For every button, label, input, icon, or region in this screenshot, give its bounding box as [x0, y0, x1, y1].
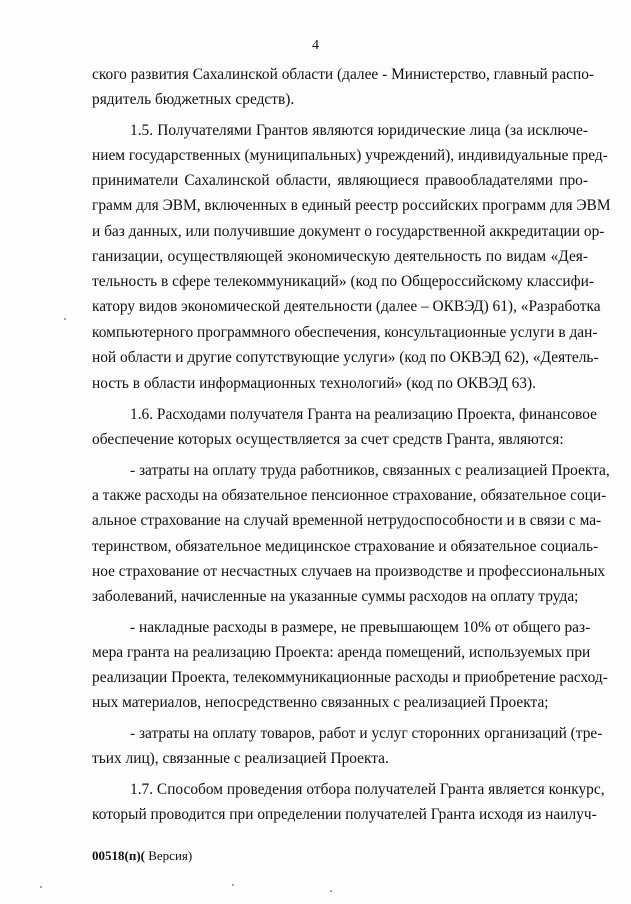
scan-speck [64, 318, 66, 320]
text-line: 1.6. Расходами получателя Гранта на реализацию Проекта, финансовое [130, 406, 597, 423]
text-line: нием государственных (муниципальных) учреждений), индивидуальные пред- [92, 147, 608, 164]
text-line: грамм для ЭВМ, включенных в единый реестр российских программ для ЭВМ [92, 197, 611, 214]
text-line: теринством, обязательное медицинское страхование и обязательное социаль- [92, 538, 599, 555]
text-line: - затраты на оплату труда работников, связанных с реализацией Проекта, [130, 462, 610, 479]
text-line: реализации Проекта, телекоммуникационные расходы и приобретение расход- [92, 669, 608, 686]
text-line: альное страхование на случай временной нетрудоспособности и в связи с ма- [92, 512, 602, 529]
scan-speck [40, 886, 42, 888]
text-line: рядитель бюджетных средств). [92, 91, 295, 108]
scan-speck [232, 884, 234, 886]
text-line: который проводится при определении получателей Гранта исходя из наилуч- [92, 806, 597, 823]
text-line: заболеваний, начисленные на указанные суммы расходов на оплату труда; [92, 588, 579, 605]
page-number: 4 [312, 38, 319, 53]
document-code-version: Версия) [144, 848, 193, 863]
text-line: ганизации, осуществляющей экономическую деятельность по видам «Дея- [92, 248, 588, 265]
text-line: мера гранта на реализацию Проекта: аренда помещений, используемых при [92, 644, 591, 661]
text-line: катору видов экономической деятельности (далее – ОКВЭД) 61), «Разработка [92, 298, 601, 315]
document-code-number: 00518(п)( [92, 848, 145, 863]
text-line: а также расходы на обязательное пенсионное страхование, обязательное соци- [92, 487, 607, 504]
text-line: ского развития Сахалинской области (далее - Министерство, главный распо- [92, 66, 595, 83]
text-line: тьих лиц), связанные с реализацией Проекта. [92, 750, 389, 767]
text-line: ной области и другие сопутствующие услуги» (код по ОКВЭД 62), «Деятель- [92, 349, 599, 366]
text-line: обеспечение которых осуществляется за счет средств Гранта, являются: [92, 431, 564, 448]
text-line: - затраты на оплату товаров, работ и услуг сторонних организаций (тре- [130, 725, 603, 742]
text-line: - накладные расходы в размере, не превышающем 10% от общего раз- [130, 619, 591, 636]
text-line: и баз данных, или получившие документ о государственной аккредитации ор- [92, 223, 605, 240]
text-line: приниматели Сахалинской области, являющиеся правообладателями про- [92, 172, 588, 189]
text-line: ных материалов, непосредственно связанных с реализацией Проекта; [92, 694, 549, 711]
text-line: тельность в сфере телекоммуникаций» (код по Общероссийскому классифи- [92, 273, 594, 290]
text-line: компьютерного программного обеспечения, консультационные услуги в дан- [92, 324, 598, 341]
text-line: ное страхование от несчастных случаев на производстве и профессиональных [92, 563, 606, 580]
text-line: 1.5. Получателями Грантов являются юридические лица (за исключе- [130, 122, 588, 139]
text-line: ность в области информационных технологий» (код по ОКВЭД 63). [92, 375, 536, 392]
text-line: 1.7. Способом проведения отбора получателей Гранта является конкурс, [130, 781, 605, 798]
scan-speck [330, 890, 332, 892]
document-code [92, 848, 192, 864]
